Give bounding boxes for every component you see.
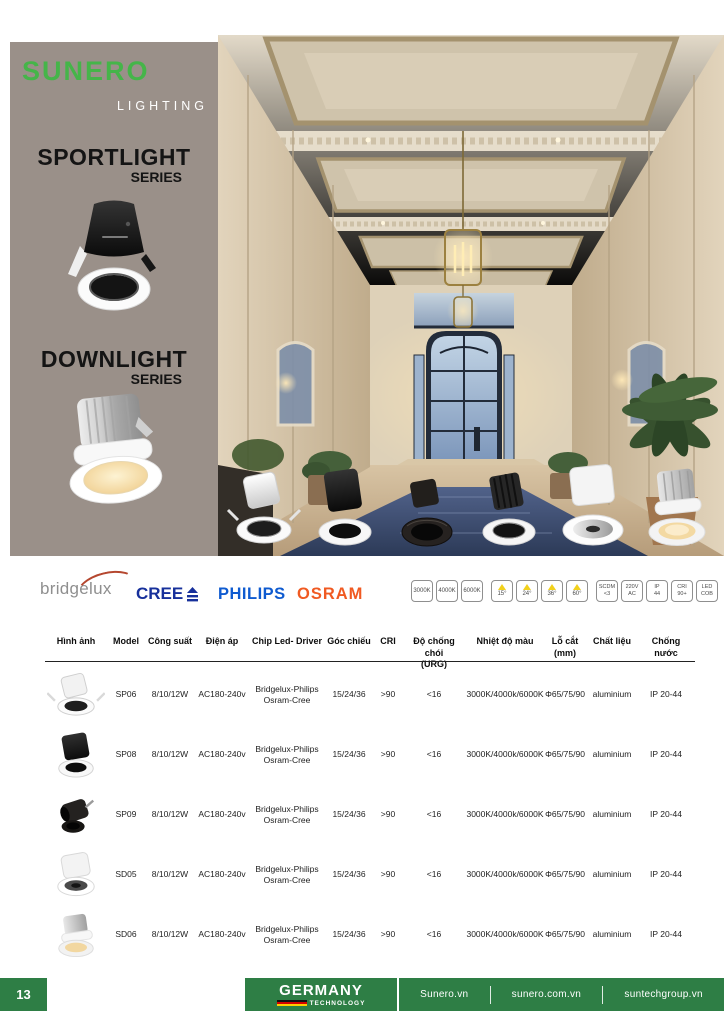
sunero-logo-sub: LIGHTING — [116, 99, 208, 113]
germany-flag-icon — [277, 1000, 307, 1007]
beam-triangle-icon — [548, 584, 556, 590]
cree-text: CREE — [136, 584, 184, 603]
cell-model: SD06 — [115, 929, 137, 940]
link-sunero-vn[interactable]: Sunero.vn — [420, 989, 469, 1000]
sportlight-product-image — [54, 194, 174, 326]
cell-voltage: AC180-240v — [198, 809, 246, 820]
cell-beam: 15/24/36 — [332, 809, 366, 820]
col-header-cri: CRI — [380, 636, 396, 646]
page-number: 13 — [16, 987, 31, 1002]
cell-cutout: Φ65/75/90 — [545, 869, 585, 880]
cell-chip: Bridgelux-Philips Osram-Cree — [255, 683, 319, 705]
series-title: SPORTLIGHT — [37, 144, 191, 170]
hero-product-white-cylinder — [553, 464, 633, 556]
page-number-badge — [0, 978, 47, 1011]
cell-beam: 15/24/36 — [332, 929, 366, 940]
cell-glare: <16 — [426, 809, 442, 820]
col-header-image: Hình ảnh — [56, 636, 96, 646]
germany-text: GERMANY — [279, 981, 363, 999]
table-header-rule — [45, 661, 695, 662]
cell-glare: <16 — [426, 869, 442, 880]
hero-product-white-spot — [226, 468, 302, 556]
cell-beam: 15/24/36 — [332, 749, 366, 760]
cell-power: 8/10/12W — [151, 929, 189, 940]
col-header-beam: Góc chiếu — [327, 636, 371, 646]
col-header-model: Model — [113, 636, 139, 646]
downlight-series-heading — [10, 346, 218, 387]
cell-cutout: Φ65/75/90 — [545, 809, 585, 820]
cell-material: aluminium — [592, 809, 632, 820]
cell-material: aluminium — [592, 869, 632, 880]
table-row-sd05 — [45, 845, 693, 905]
product-thumbnail-sp09 — [45, 792, 107, 838]
cell-voltage: AC180-240v — [198, 929, 246, 940]
cell-material: aluminium — [592, 689, 632, 700]
bridgelux-text: bridgelux — [40, 579, 112, 598]
cell-cct: 3000K/4000k/6000K — [466, 929, 544, 940]
sunero-logo: SUNERO — [22, 56, 150, 86]
badge-cct-3000k: 3000K — [411, 580, 433, 602]
cree-logo — [136, 584, 199, 604]
cell-chip: Bridgelux-Philips Osram-Cree — [255, 803, 319, 825]
col-header-power: Công suất — [148, 636, 192, 646]
table-row-sp09 — [45, 785, 693, 845]
series-sub: SERIES — [130, 371, 182, 387]
cell-chip: Bridgelux-Philips Osram-Cree — [255, 923, 319, 945]
col-header-chip: Chip Led- Driver — [251, 636, 322, 646]
beam-triangle-icon — [498, 584, 506, 590]
badge-beam-36: 36° — [541, 580, 563, 602]
cell-cri: >90 — [380, 809, 396, 820]
link-suntechgroup-vn[interactable]: suntechgroup.vn — [624, 989, 703, 1000]
badge-cct-4000k: 4000K — [436, 580, 458, 602]
cell-voltage: AC180-240v — [198, 869, 246, 880]
product-thumbnail-sd05 — [45, 852, 107, 898]
cell-power: 8/10/12W — [151, 749, 189, 760]
germany-technology-logo — [245, 978, 397, 1011]
badge-beam-60: 60° — [566, 580, 588, 602]
cell-material: aluminium — [592, 749, 632, 760]
cell-waterproof: IP 20-44 — [650, 749, 682, 760]
hero-product-finned-spot — [471, 472, 547, 556]
series-sub: SERIES — [130, 169, 182, 185]
cell-cct: 3000K/4000k/6000K — [466, 869, 544, 880]
cell-chip: Bridgelux-Philips Osram-Cree — [255, 743, 319, 765]
badge-ip44: IP 44 — [646, 580, 668, 602]
col-header-material: Chất liệu — [592, 636, 631, 646]
product-thumbnail-sp08 — [45, 732, 107, 778]
product-thumbnail-sd06 — [45, 912, 107, 958]
cell-glare: <16 — [426, 689, 442, 700]
hero-photo — [218, 35, 724, 556]
cell-glare: <16 — [426, 749, 442, 760]
bridgelux-logo — [40, 579, 136, 609]
bridgelux-swoosh-icon — [73, 565, 141, 613]
series-title: DOWNLIGHT — [40, 346, 188, 372]
badge-cct-6000k: 6000K — [461, 580, 483, 602]
cell-cct: 3000K/4000k/6000K — [466, 749, 544, 760]
col-header-waterproof: Chống nước — [651, 636, 681, 658]
badge-beam-24: 24° — [516, 580, 538, 602]
cell-model: SD05 — [115, 869, 137, 880]
footer-link-divider — [490, 986, 491, 1004]
badge-scdm: SCDM <3 — [596, 580, 618, 602]
footer-link-divider — [602, 986, 603, 1004]
osram-logo: OSRAM — [297, 585, 364, 603]
footer-links — [399, 978, 724, 1011]
cell-model: SP06 — [115, 689, 137, 700]
cell-cri: >90 — [380, 689, 396, 700]
badge-beam-15: 15° — [491, 580, 513, 602]
col-header-voltage: Điện áp — [205, 636, 239, 646]
sidebar — [10, 42, 218, 556]
product-lineup — [218, 462, 724, 556]
col-header-glare: Độ chống chói (URG) — [413, 636, 455, 670]
beam-triangle-icon — [573, 584, 581, 590]
cell-power: 8/10/12W — [151, 689, 189, 700]
sportlight-series-heading — [10, 144, 218, 185]
badge-led-cob: LED COB — [696, 580, 718, 602]
beam-triangle-icon — [523, 584, 531, 590]
cell-model: SP08 — [115, 749, 137, 760]
badge-voltage: 220V AC — [621, 580, 643, 602]
cell-waterproof: IP 20-44 — [650, 929, 682, 940]
hero-product-dark-trim — [389, 476, 465, 556]
cell-material: aluminium — [592, 929, 632, 940]
footer-bar — [245, 978, 724, 1011]
hero-product-black-spot — [307, 468, 383, 556]
cell-waterproof: IP 20-44 — [650, 689, 682, 700]
cell-cri: >90 — [380, 749, 396, 760]
badge-cri: CRI 90+ — [671, 580, 693, 602]
philips-logo: PHILIPS — [218, 585, 286, 603]
table-row-sp06 — [45, 665, 693, 725]
spec-table-body — [45, 665, 693, 965]
table-row-sd06 — [45, 905, 693, 965]
cell-model: SP09 — [115, 809, 137, 820]
col-header-cct: Nhiệt độ màu — [476, 636, 534, 646]
cell-cri: >90 — [380, 929, 396, 940]
cell-beam: 15/24/36 — [332, 869, 366, 880]
cell-cutout: Φ65/75/90 — [545, 749, 585, 760]
product-thumbnail-sp06 — [45, 672, 107, 718]
cell-cri: >90 — [380, 869, 396, 880]
col-header-cutout: Lỗ cắt (mm) — [551, 636, 579, 658]
cell-beam: 15/24/36 — [332, 689, 366, 700]
cell-cutout: Φ65/75/90 — [545, 689, 585, 700]
cell-glare: <16 — [426, 929, 442, 940]
cell-voltage: AC180-240v — [198, 689, 246, 700]
cell-cutout: Φ65/75/90 — [545, 929, 585, 940]
table-row-sp08 — [45, 725, 693, 785]
downlight-product-image — [42, 392, 182, 514]
cell-waterproof: IP 20-44 — [650, 809, 682, 820]
cell-cct: 3000K/4000k/6000K — [466, 809, 544, 820]
cell-chip: Bridgelux-Philips Osram-Cree — [255, 863, 319, 885]
cell-power: 8/10/12W — [151, 809, 189, 820]
cell-waterproof: IP 20-44 — [650, 869, 682, 880]
technology-text: TECHNOLOGY — [309, 999, 366, 1007]
hero-product-silver-downlight — [638, 466, 716, 556]
spec-badges — [411, 580, 721, 602]
cell-voltage: AC180-240v — [198, 749, 246, 760]
link-sunero-com-vn[interactable]: sunero.com.vn — [511, 989, 582, 1000]
cell-cct: 3000K/4000k/6000K — [466, 689, 544, 700]
cell-power: 8/10/12W — [151, 869, 189, 880]
cree-symbol-icon — [186, 587, 199, 602]
